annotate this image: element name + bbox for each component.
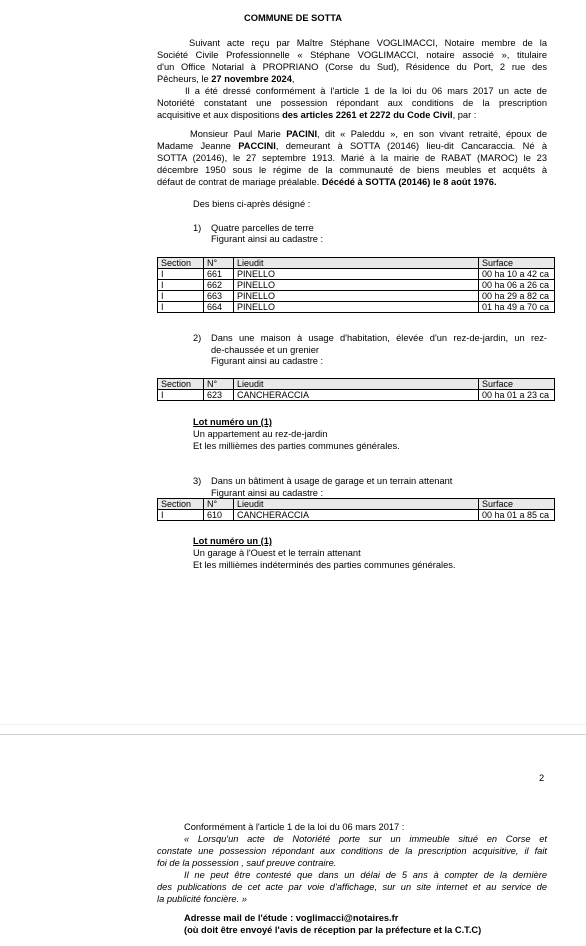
dresse-line-2: Notoriété constatant une possession répondant aux conditions de la prescription [157,98,547,108]
table-row [158,390,555,401]
quote-line-3: foi de la possession , sauf preuve contraire. [157,858,337,868]
item-2-number: 2) [193,333,202,343]
dresse-line-1: Il a été dressé conformément à l'article 1 de la loi du 06 mars 2017 un acte de [185,86,547,96]
cell-section: I [158,269,204,280]
cell-lieudit: PINELLO [234,280,479,291]
conform-intro: Conformément à l'article 1 de la loi du 06 mars 2017 : [184,822,405,832]
cell-number: 661 [204,269,234,280]
cell-section: I [158,390,204,401]
col-section: Section [158,258,204,269]
cell-section: I [158,280,204,291]
lot-title: Lot numéro un (1) [193,536,273,546]
item-2-description-2: de-chaussée et un grenier [211,345,320,355]
col-surface: Surface [479,379,555,390]
intro-line-4 [157,73,547,85]
cell-section: I [158,291,204,302]
item-3-description: Dans un bâtiment à usage de garage et un terrain attenant [211,476,453,486]
cell-lieudit: PINELLO [234,291,479,302]
dresse-line-3 [157,109,547,121]
dresse-punct: , par : [452,110,477,120]
cell-number: 662 [204,280,234,291]
page-separator [0,734,586,735]
table-header-row [158,258,555,269]
person-line-3: SOTTA (20146), le 27 septembre 1913. Marié à la mairie de RABAT (MAROC) le 23 [157,153,547,163]
person-line-1 [190,128,547,140]
intro-line-1: Suivant acte reçu par Maître Stéphane VOGLIMACCI, Notaire membre de la [189,38,547,48]
quote-line-6: la publicité foncière. » [157,894,247,904]
col-surface: Surface [479,499,555,510]
biens-intro: Des biens ci-après désigné : [193,199,311,209]
cell-lieudit: PINELLO [234,269,479,280]
cadastre-table-2 [157,378,555,401]
cell-surface: 00 ha 10 a 42 ca [479,269,555,280]
quote-line-2: constate une possession répondant aux conditions de la prescription acquisitive, il fait [157,846,547,856]
death-notice: Décédé à SOTTA (20146) le 8 août 1976. [321,177,497,187]
item-2-cadastre-label: Figurant ainsi au cadastre : [211,356,324,366]
document-title: COMMUNE DE SOTTA [244,13,342,23]
quote-line-4: Il ne peut être contesté que dans un délai de 5 ans à compter de la dernière [184,870,547,880]
table-header-row [158,379,555,390]
item-3-number: 3) [193,476,202,486]
col-lieudit: Lieudit [234,258,479,269]
quote-line-1: « Lorsqu'un acte de Notoriété porte sur un immeuble situé en Corse et [184,834,547,844]
cell-section: I [158,302,204,313]
table-row [158,510,555,521]
person-name: PACINI [286,129,318,139]
item-3-cadastre-label: Figurant ainsi au cadastre : [211,488,324,498]
table-row [158,291,555,302]
item-1-cadastre-label: Figurant ainsi au cadastre : [211,234,324,244]
cadastre-table-3 [157,498,555,521]
cell-section: I [158,510,204,521]
intro-line-2: Société Civile Professionnelle « Stéphane VOGLIMACCI, notaire associé », titulaire [157,50,547,60]
person-text: , dit « Paleddu », en son vivant retraité, époux de [317,129,547,139]
lot-line-1: Un appartement au rez-de-jardin [193,429,328,439]
col-lieudit: Lieudit [234,379,479,390]
person-text: défaut de contrat de mariage préalable. [157,177,322,187]
intro-text: Pêcheurs, le [157,74,212,84]
person-text: Madame Jeanne [157,141,239,151]
contact-email: Adresse mail de l'étude : voglimacci@notaires.fr [184,913,399,923]
cell-number: 623 [204,390,234,401]
dresse-articles: des articles 2261 et 2272 du Code Civil [282,110,453,120]
item-1-description: Quatre parcelles de terre [211,223,314,233]
person-text: , demeurant à SOTTA (20146) lieu-dit Cancaraccia. Né à [275,141,547,151]
table-row [158,280,555,291]
cell-surface: 00 ha 01 a 23 ca [479,390,555,401]
cell-surface: 00 ha 06 a 26 ca [479,280,555,291]
table-header-row [158,499,555,510]
intro-punct: , [291,74,295,84]
cell-number: 610 [204,510,234,521]
page-bottom-edge [0,724,586,725]
cell-surface: 00 ha 01 a 85 ca [479,510,555,521]
lot-title: Lot numéro un (1) [193,417,273,427]
cadastre-table-1 [157,257,555,313]
cell-lieudit: PINELLO [234,302,479,313]
col-section: Section [158,499,204,510]
item-1-number: 1) [193,223,202,233]
cell-number: 664 [204,302,234,313]
lot-line-2: Et les millièmes indéterminés des parties communes générales. [193,560,456,570]
col-section: Section [158,379,204,390]
col-number: N° [204,499,234,510]
intro-date: 27 novembre 2024 [211,74,292,84]
table-row [158,302,555,313]
person-text: Monsieur Paul Marie [190,129,287,139]
col-lieudit: Lieudit [234,499,479,510]
col-number: N° [204,258,234,269]
cell-surface: 01 ha 49 a 70 ca [479,302,555,313]
intro-line-3: d'un Office Notarial à PROPRIANO (Corse du Sud), Résidence du Port, 2 rue des [157,62,547,72]
page-number: 2 [539,773,545,783]
contact-note: (où doit être envoyé l'avis de réception par la préfecture et la C.T.C) [184,925,482,935]
lot-line-2: Et les millièmes des parties communes générales. [193,441,400,451]
person-line-2 [157,140,547,152]
item-2-description-1: Dans une maison à usage d'habitation, élevée d'un rez-de-jardin, un rez- [211,333,547,343]
cell-surface: 00 ha 29 a 82 ca [479,291,555,302]
table-row [158,269,555,280]
cell-lieudit: CANCHERACCIA [234,390,479,401]
person-line-4: décembre 1950 sous le régime de la communauté de biens meubles et acquêts à [157,165,547,175]
quote-line-5: des publications de cet acte par voie d'affichage, sur un site internet et au service de [157,882,547,892]
col-number: N° [204,379,234,390]
dresse-text: acquisitive et aux dispositions [157,110,283,120]
col-surface: Surface [479,258,555,269]
person-line-5 [157,176,547,188]
cell-lieudit: CANCHERACCIA [234,510,479,521]
spouse-name: PACCINI [238,141,276,151]
lot-line-1: Un garage à l'Ouest et le terrain attenant [193,548,361,558]
cell-number: 663 [204,291,234,302]
